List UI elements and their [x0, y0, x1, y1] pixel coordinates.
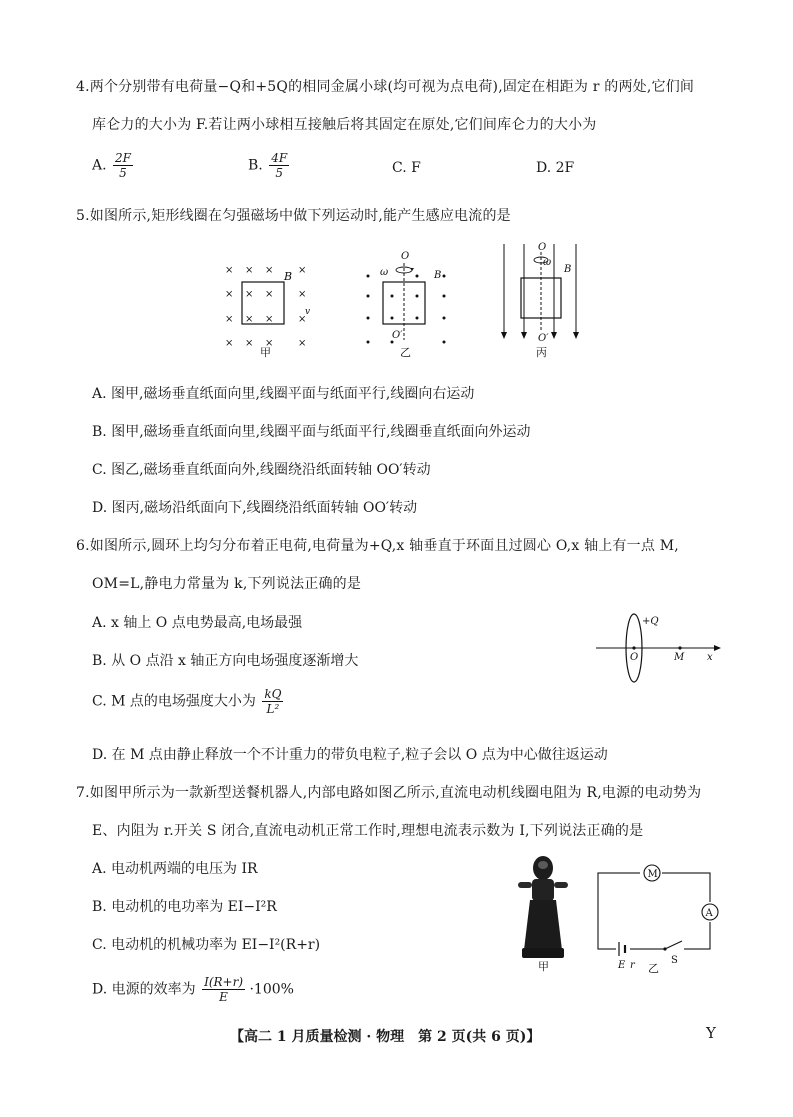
q5-jia-b-label: B	[284, 270, 293, 283]
svg-text:×: ×	[265, 338, 274, 349]
svg-text:×: ×	[245, 265, 254, 276]
q7-fig-jia-caption: 甲	[538, 960, 549, 973]
q7-option-d-suffix: ·100%	[249, 981, 294, 998]
svg-text:×: ×	[265, 289, 274, 300]
q4-option-a-numerator: 2F	[115, 151, 131, 165]
svg-text:×: ×	[225, 289, 234, 300]
svg-text:×: ×	[298, 314, 307, 325]
q4-option-b-denominator: 5	[275, 166, 283, 180]
q6-option-a: A. x 轴上 O 点电势最高,电场最强	[92, 615, 303, 631]
q5-jia-v-label: v	[305, 307, 311, 317]
q7-robot-image	[512, 852, 572, 974]
q7-stem-line2: E、内阻为 r.开关 S 闭合,直流电动机正常工作时,理想电流表示数为 I,下列说法正确的是	[92, 823, 644, 839]
q7-r-label: r	[630, 960, 635, 971]
q6-option-c-fraction	[262, 688, 283, 715]
q5-option-a: A. 图甲,磁场垂直纸面向里,线圈平面与纸面平行,线圈向右运动	[92, 386, 475, 402]
q4-option-d: D. 2F	[536, 160, 575, 176]
q4-option-b	[248, 152, 289, 179]
q6-option-d: D. 在 M 点由静止释放一个不计重力的带负电粒子,粒子会以 O 点为中心做往返运动	[92, 747, 608, 763]
svg-text:×: ×	[225, 314, 234, 325]
q5-yi-o2-label: O′	[392, 330, 403, 341]
q7-option-d	[92, 976, 294, 1003]
q5-option-c: C. 图乙,磁场垂直纸面向外,线圈绕沿纸面转轴 OO′转动	[92, 462, 431, 478]
q7-switch-label: S	[671, 955, 678, 966]
q5-bing-omega-label: ω	[543, 257, 552, 268]
q6-charge-label: +Q	[642, 616, 659, 627]
q5-option-b: B. 图甲,磁场垂直纸面向里,线圈平面与纸面平行,线圈垂直纸面向外运动	[92, 424, 531, 440]
q6-stem-line2: OM=L,静电力常量为 k,下列说法正确的是	[92, 576, 362, 592]
q4-option-a-fraction	[113, 152, 133, 179]
q6-option-c-numerator: kQ	[264, 687, 282, 701]
q6-m-label: M	[674, 652, 685, 663]
q7-option-d-denominator: E	[219, 990, 228, 1004]
svg-text:×: ×	[225, 265, 234, 276]
svg-text:×: ×	[245, 338, 254, 349]
svg-text:×: ×	[225, 338, 234, 349]
q5-jia-caption: 甲	[260, 346, 271, 359]
q7-option-a: A. 电动机两端的电压为 IR	[92, 861, 258, 877]
q7-emf-label: E	[618, 960, 626, 971]
q6-o-label: O	[630, 652, 639, 663]
q7-circuit-diagram	[592, 860, 722, 975]
q5-bing-caption: 丙	[536, 346, 547, 359]
q6-option-c-text: C. M 点的电场强度大小为	[92, 693, 256, 710]
q5-bing-o-label: O	[538, 242, 547, 253]
q5-option-d: D. 图丙,磁场沿纸面向下,线圈绕沿纸面转轴 OO′转动	[92, 500, 418, 516]
q4-option-b-fraction	[269, 152, 289, 179]
q5-bing-o2-label: O′	[538, 333, 549, 344]
svg-text:×: ×	[298, 338, 307, 349]
q7-ammeter-label: A	[705, 908, 713, 919]
q5-figure-bing	[498, 240, 588, 360]
q4-option-b-numerator: 4F	[271, 151, 288, 165]
q5-figure-jia	[220, 258, 320, 358]
q7-option-d-text: D. 电源的效率为	[92, 981, 196, 998]
q6-option-c-denominator: L²	[266, 702, 280, 716]
q7-option-b: B. 电动机的电功率为 EI−I²R	[92, 899, 277, 915]
q7-option-d-fraction	[202, 976, 245, 1003]
q7-option-c: C. 电动机的机械功率为 EI−I²(R+r)	[92, 937, 321, 953]
q7-motor-label: M	[647, 869, 658, 880]
svg-text:×: ×	[265, 265, 274, 276]
q5-stem: 5.如图所示,矩形线圈在匀强磁场中做下列运动时,能产生感应电流的是	[76, 208, 511, 224]
q5-yi-b-label: B	[434, 270, 442, 281]
svg-text:×: ×	[298, 289, 307, 300]
q4-option-c: C. F	[392, 160, 421, 176]
q6-option-c	[92, 688, 283, 715]
q7-option-d-numerator: I(R+r)	[204, 975, 244, 989]
q6-x-label: x	[707, 652, 713, 663]
svg-text:×: ×	[245, 314, 254, 325]
q5-bing-b-label: B	[564, 264, 572, 275]
q4-option-a	[92, 152, 133, 179]
q7-fig-yi-caption: 乙	[648, 962, 659, 975]
svg-text:×: ×	[245, 289, 254, 300]
q4-option-a-label: A.	[92, 157, 107, 174]
q4-stem-line2: 库仑力的大小为 F.若让两小球相互接触后将其固定在原处,它们间库仑力的大小为	[92, 117, 597, 133]
page-footer: 【高二 1 月质量检测 · 物理 第 2 页(共 6 页)】	[230, 1029, 541, 1045]
q6-figure-ring	[592, 612, 732, 692]
q5-yi-omega-label: ω	[380, 267, 389, 278]
q5-yi-caption: 乙	[400, 346, 411, 359]
svg-text:×: ×	[298, 265, 307, 276]
q7-stem-line1: 7.如图甲所示为一款新型送餐机器人,内部电路如图乙所示,直流电动机线圈电阻为 R,电源的电动势为	[76, 785, 702, 801]
svg-text:×: ×	[265, 314, 274, 325]
q4-option-a-denominator: 5	[119, 166, 127, 180]
q6-option-b: B. 从 O 点沿 x 轴正方向电场强度逐渐增大	[92, 653, 359, 669]
q6-stem-line1: 6.如图所示,圆环上均匀分布着正电荷,电荷量为+Q,x 轴垂直于环面且过圆心 O,x 轴上有一点 M,	[76, 538, 679, 554]
footer-mark: Y	[706, 1024, 716, 1042]
q5-yi-o-label: O	[401, 251, 410, 262]
q4-stem-line1: 4.两个分别带有电荷量−Q和+5Q的相同金属小球(均可视为点电荷),固定在相距为 r 的两处,它们间	[76, 79, 695, 95]
q4-option-b-label: B.	[248, 157, 263, 174]
q5-figure-yi	[360, 248, 460, 358]
